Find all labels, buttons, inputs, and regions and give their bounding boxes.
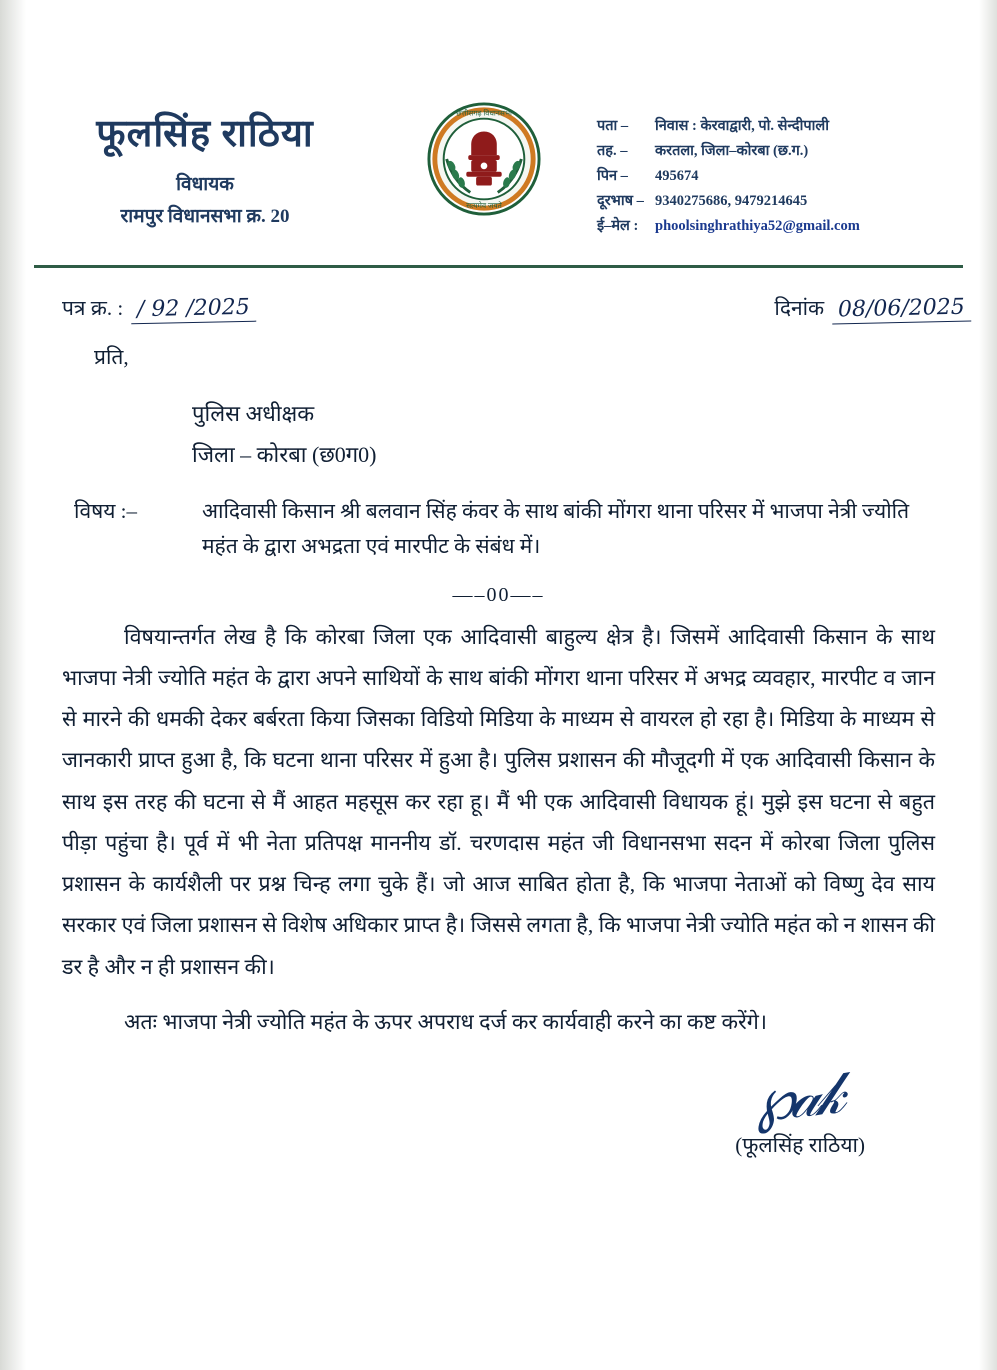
addressee-line-1: पुलिस अधीक्षक xyxy=(192,400,315,426)
email-label: ई–मेल : xyxy=(597,217,639,234)
vidhan-sabha-emblem-icon xyxy=(425,100,543,218)
ornament-separator: —–00—– xyxy=(452,583,545,606)
phone-value: 9340275686, 9479214645 xyxy=(655,192,808,209)
emblem-bottom-text: सत्यमेव जयते xyxy=(465,201,502,211)
date-label: दिनांक xyxy=(774,295,825,320)
letterhead-identity xyxy=(40,96,370,228)
tehsil-value: करतला, जिला–कोरबा (छ.ग.) xyxy=(655,142,809,159)
letterhead-contact xyxy=(597,96,957,239)
subject-text: आदिवासी किसान श्री बलवान सिंह कंवर के साथ बांकी मोंगरा थाना परिसर में भाजपा नेत्री ज्योति महंत के द्वारा अभद्रता एवं मारपीट के संबंध में। xyxy=(202,499,910,558)
date-value: 08/06/2025 xyxy=(832,294,971,324)
signature-icon: ℘𝒶𝓀 xyxy=(750,1058,843,1136)
emblem-container xyxy=(399,96,569,218)
letter-number-value: / 92 /2025 xyxy=(131,294,256,324)
pin-label: पिन – xyxy=(597,167,628,184)
mla-constituency: रामपुर विधानसभा क्र. 20 xyxy=(120,205,290,227)
letter-number-label: पत्र क्र. : xyxy=(62,295,124,320)
contact-email xyxy=(597,214,957,239)
subject-row xyxy=(62,494,935,563)
contact-phone xyxy=(597,189,957,214)
signature-name: (फूलसिंह राठिया) xyxy=(735,1133,865,1158)
letter-number xyxy=(62,294,256,323)
pin-value: 495674 xyxy=(655,167,699,184)
letterhead xyxy=(0,0,997,239)
addressee xyxy=(192,393,935,477)
tehsil-label: तह. – xyxy=(597,142,628,159)
address-label: पता – xyxy=(597,118,629,134)
phone-label: दूरभाष – xyxy=(597,192,644,209)
signature-block xyxy=(62,1058,935,1189)
letter-meta xyxy=(0,268,997,323)
mla-role: विधायक xyxy=(176,173,234,195)
address-value: निवास : केरवाद्वारी, पो. सेन्दीपाली xyxy=(655,118,829,134)
emblem-top-text: छत्तीसगढ़ विधानसभा xyxy=(455,108,512,118)
contact-address xyxy=(597,114,957,139)
addressee-line-2: जिला – कोरबा (छ0ग0) xyxy=(192,442,377,468)
email-value[interactable]: phoolsinghrathiya52@gmail.com xyxy=(655,217,860,234)
subject-label: विषय :– xyxy=(74,499,138,524)
letter-body xyxy=(0,323,997,1190)
body-paragraph-2: अतः भाजपा नेत्री ज्योति महंत के ऊपर अपराध दर्ज कर कार्यवाही करने का कष्ट करेंगे। xyxy=(124,1009,768,1034)
contact-pin xyxy=(597,164,957,189)
body-paragraph-1: विषयान्तर्गत लेख है कि कोरबा जिला एक आदिवासी बाहुल्य क्षेत्र है। जिसमें आदिवासी किसान के साथ भाजपा नेत्री ज्योति महंत के द्वारा अपने साथियों के साथ बांकी मोंगरा थाना परिसर में अभद्र व्यवहार, मारपीट व जान से मारने की धमकी देकर बर्बरता किया जिसका विडियो मिडिया के माध्यम से वायरल हो रहा है। मिडिया के माध्यम से जानकारी प्राप्त हुआ है, कि घटना थाना परिसर में हुआ है। पुलिस प्रशासन की मौजूदगी में एक आदिवासी किसान के साथ इस तरह की घटना से मैं आहत महसूस कर रहा हू। मैं भी एक आदिवासी विधायक हूं। मुझे इस घटना से बहुत पीड़ा पहुंचा है। पूर्व में भी नेता प्रतिपक्ष माननीय डॉ. चरणदास महंत जी विधानसभा सदन में कोरबा जिला पुलिस प्रशासन के कार्यशैली पर प्रश्न चिन्ह लगा चुके हैं। जो आज साबित होता है, कि भाजपा नेताओं को विष्णु देव साय सरकार एवं जिला प्रशासन से विशेष अधिकार प्राप्त है। जिससे लगता है, कि भाजपा नेत्री ज्योति महंत को न शासन की डर है और न ही प्रशासन की। xyxy=(62,624,935,979)
salutation: प्रति, xyxy=(94,344,129,369)
mla-name: फूलसिंह राठिया xyxy=(96,113,314,155)
contact-tehsil xyxy=(597,139,957,164)
letter-date xyxy=(774,294,971,323)
